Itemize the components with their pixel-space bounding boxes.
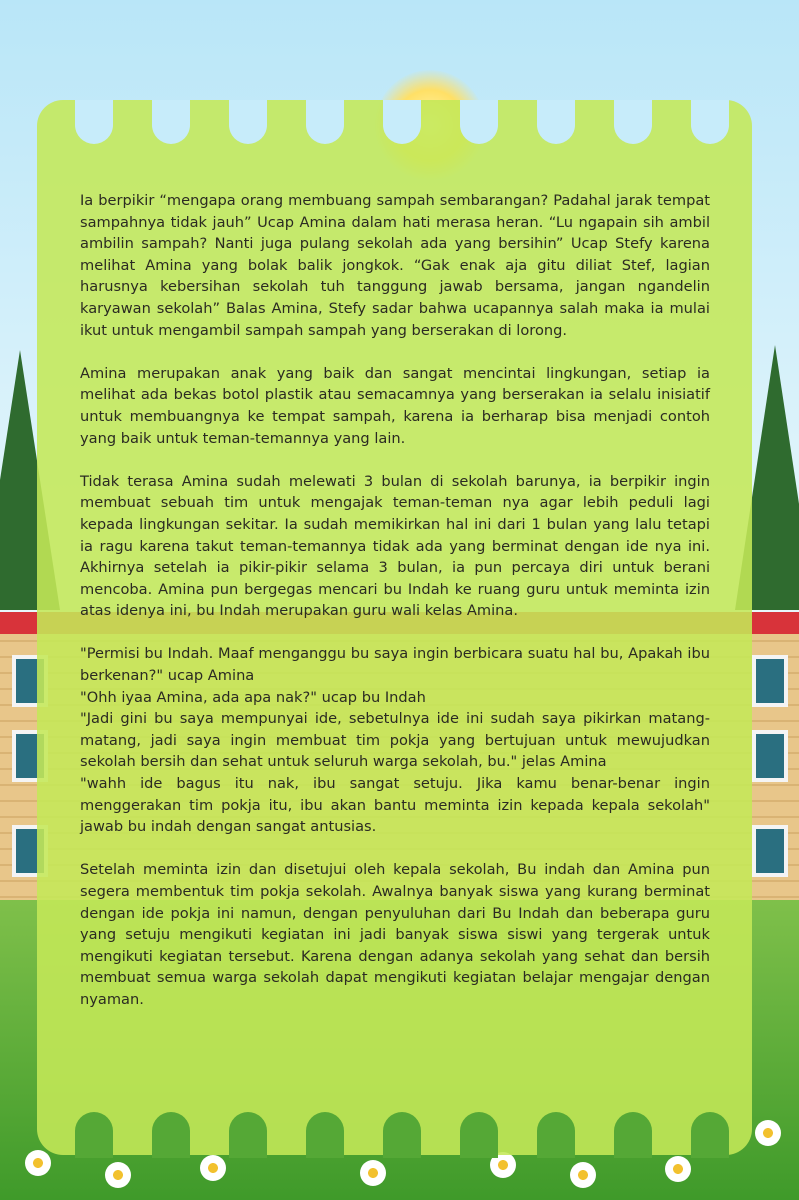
paper-notch	[691, 100, 729, 144]
paragraph: Tidak terasa Amina sudah melewati 3 bulan di sekolah barunya, ia berpikir ingin membuat sebuah tim untuk mengajak teman-teman nya agar lebih peduli lagi kepada lingkungan sekitar. Ia sudah memikirkan hal ini dari 1 bulan yang lalu tetapi ia ragu karena takut teman-temannya tidak ada yang berminat dengan ide nya ini. Akhirnya setelah ia pikir-pikir selama 3 bulan, ia pun percaya diri untuk berani mencoba. Amina pun bergegas mencari bu Indah ke ruang guru untuk meminta izin atas idenya ini, bu Indah merupakan guru wali kelas Amina.	[80, 472, 710, 620]
school-window	[752, 730, 788, 782]
paper-notch	[537, 100, 575, 144]
daisy-flower	[105, 1162, 131, 1188]
school-window	[752, 825, 788, 877]
daisy-flower	[665, 1156, 691, 1182]
paper-notch	[75, 1112, 113, 1158]
paper-notch	[614, 100, 652, 144]
daisy-flower	[755, 1120, 781, 1146]
paragraph: Ia berpikir “mengapa orang membuang sampah sembarangan? Padahal jarak tempat sampahnya tidak jauh” Ucap Amina dalam hati merasa heran. “Lu ngapain sih ambil ambilin sampah? Nanti juga pulang sekolah ada yang bersihin” Ucap Stefy karena melihat Amina yang bolak balik jongkok. “Gak enak aja gitu diliat Stef, lagian harusnya kebersihan sekolah tuh tanggung jawab bersama, jangan ngandelin karyawan sekolah” Balas Amina, Stefy sadar bahwa ucapannya salah maka ia mulai ikut untuk mengambil sampah sampah yang berserakan di lorong.	[80, 192, 710, 339]
daisy-flower	[360, 1160, 386, 1186]
dialogue-line: "Jadi gini bu saya mempunyai ide, sebetulnya ide ini sudah saya pikirkan matang-matang, jadi saya ingin membuat tim pokja yang bertujuan untuk mewujudkan sekolah bersih dan sehat untuk seluruh warga sekolah, bu." jelas Amina	[80, 710, 710, 771]
daisy-flower	[25, 1150, 51, 1176]
paper-notch	[460, 100, 498, 144]
paper-notch	[537, 1112, 575, 1158]
dialogue-line: "Ohh iyaa Amina, ada apa nak?" ucap bu Indah	[80, 688, 426, 706]
paper-notch	[306, 100, 344, 144]
school-window	[752, 655, 788, 707]
paper-notch	[229, 1112, 267, 1158]
paper-notch	[152, 100, 190, 144]
story-text	[80, 190, 710, 1032]
paragraph: Amina merupakan anak yang baik dan sangat mencintai lingkungan, setiap ia melihat ada bekas botol plastik atau semacamnya yang berserakan ia selalu inisiatif untuk membuangnya ke tempat sampah, karena ia berharap bisa menjadi contoh yang baik untuk teman-temannya yang lain.	[80, 364, 710, 447]
paper-notch	[306, 1112, 344, 1158]
paper-notch	[152, 1112, 190, 1158]
paper-notch	[75, 100, 113, 144]
paper-notch	[383, 1112, 421, 1158]
paper-notch	[691, 1112, 729, 1158]
dialogue-line: "Permisi bu Indah. Maaf menganggu bu saya ingin berbicara suatu hal bu, Apakah ibu berkenan?" ucap Amina	[80, 645, 710, 685]
daisy-flower	[200, 1155, 226, 1181]
paragraph: Setelah meminta izin dan disetujui oleh kepala sekolah, Bu indah dan Amina pun segera membentuk tim pokja sekolah. Awalnya banyak siswa yang kurang berminat dengan ide pokja ini namun, dengan penyuluhan dari Bu Indah dan beberapa guru yang setuju mengikuti kegiatan ini jadi banyak siswa siswi yang tergerak untuk mengikuti kegiatan tersebut. Karena dengan adanya sekolah yang sehat dan bersih membuat semua warga sekolah dapat mengikuti kegiatan belajar mengajar dengan nyaman.	[80, 861, 710, 1008]
paper-notch	[614, 1112, 652, 1158]
daisy-flower	[570, 1162, 596, 1188]
dialogue-line: "wahh ide bagus itu nak, ibu sangat setuju. Jika kamu benar-benar ingin menggerakan tim pokja itu, ibu akan bantu meminta izin kepada kepala sekolah" jawab bu indah dengan sangat antusias.	[80, 775, 710, 836]
paper-notch	[460, 1112, 498, 1158]
paper-notch	[229, 100, 267, 144]
paper-notch	[383, 100, 421, 144]
